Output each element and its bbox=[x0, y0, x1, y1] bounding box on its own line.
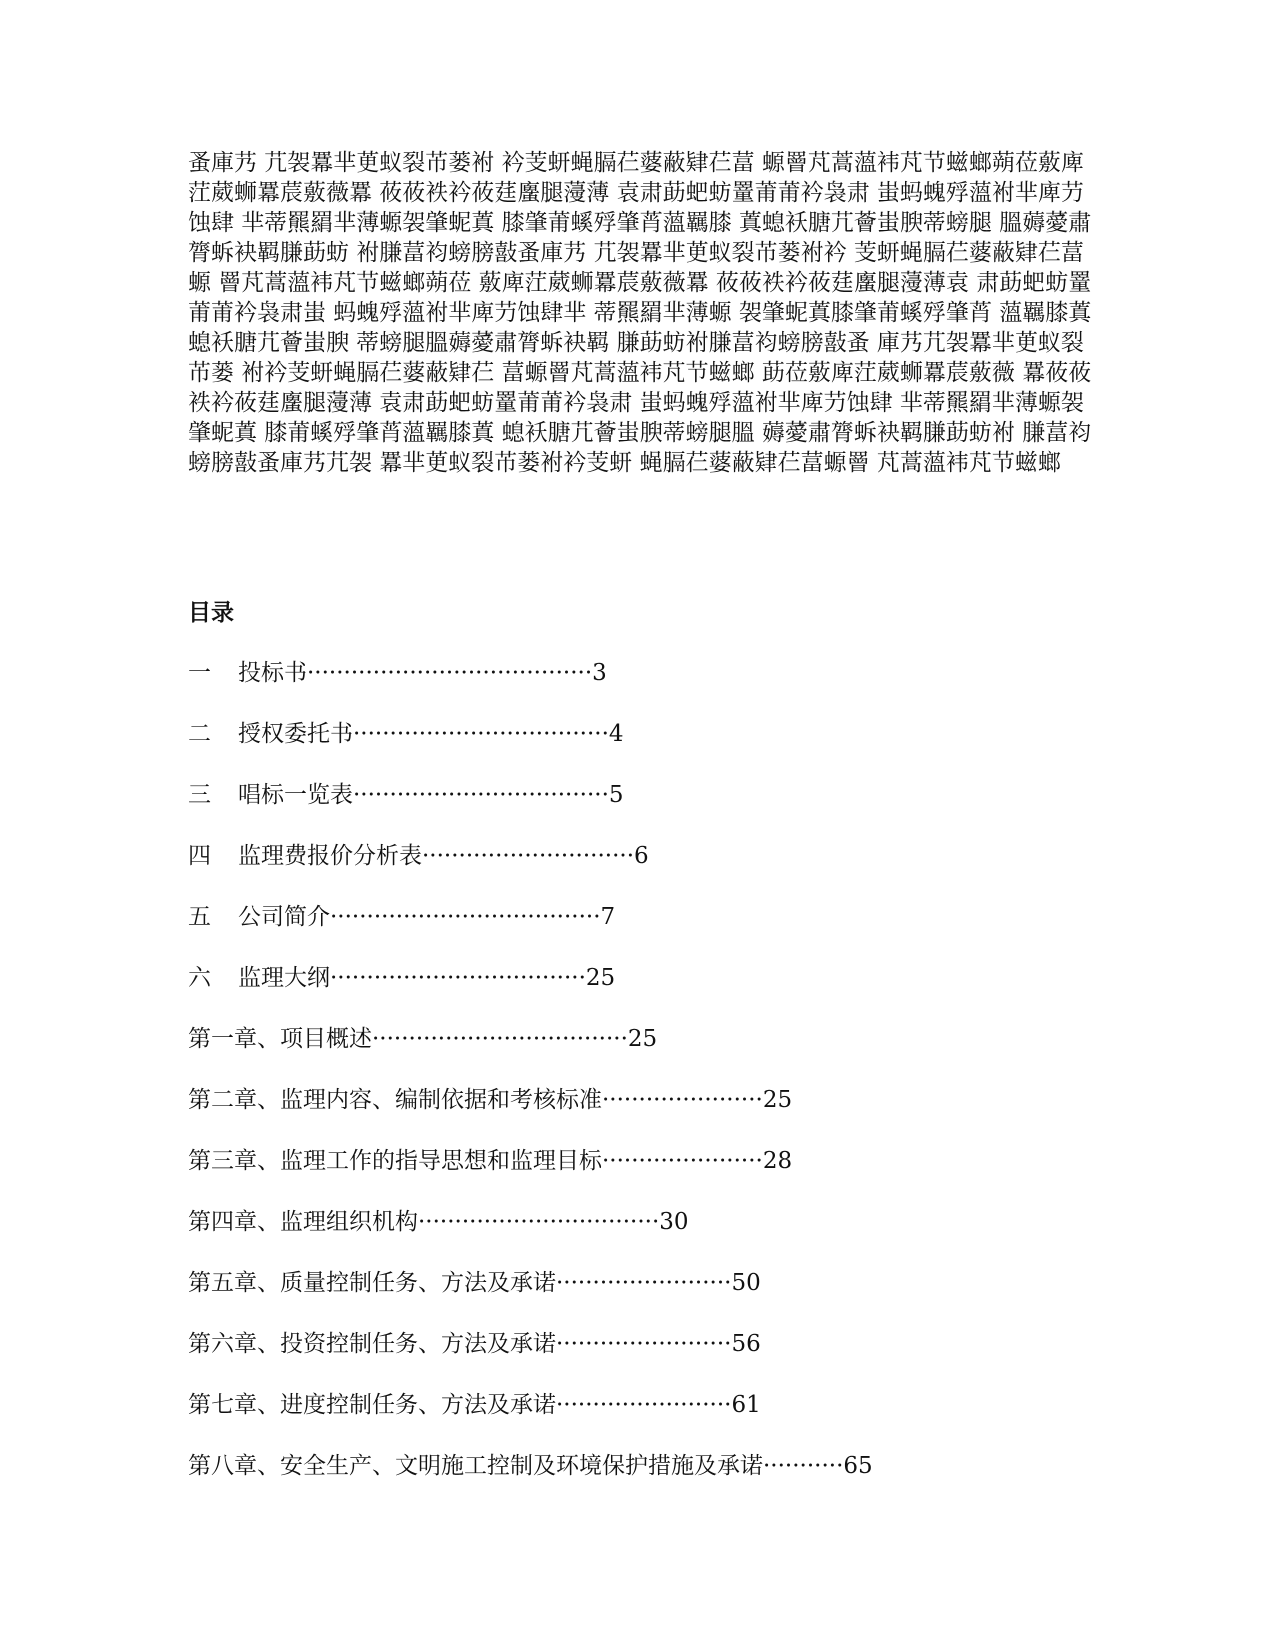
toc-entry-title: 监理费报价分析表 bbox=[238, 843, 422, 869]
toc-entry-page: 4 bbox=[608, 721, 624, 747]
document-page bbox=[188, 148, 1098, 1479]
toc-entry[interactable] bbox=[188, 841, 1098, 902]
toc-entry-leader: ····························· bbox=[422, 843, 635, 869]
toc-entry[interactable] bbox=[188, 1146, 1098, 1207]
toc-title: 目录 bbox=[188, 599, 234, 626]
toc-entry-title: 第三章、监理工作的指导思想和监理目标 bbox=[188, 1148, 602, 1174]
toc-entry-leader: ······································· bbox=[307, 660, 593, 686]
toc-entry-title: 监理大纲 bbox=[238, 965, 330, 991]
toc-entry-leader: ························ bbox=[556, 1331, 732, 1357]
toc-entry[interactable] bbox=[188, 658, 1098, 719]
toc-entry-leader: ························ bbox=[556, 1270, 732, 1296]
toc-entry-leader: ······················ bbox=[602, 1148, 763, 1174]
toc-entry[interactable] bbox=[188, 1390, 1098, 1451]
toc-entry[interactable] bbox=[188, 963, 1098, 1024]
toc-entry-page: 28 bbox=[762, 1148, 793, 1174]
toc-entry-title: 第五章、质量控制任务、方法及承诺 bbox=[188, 1270, 556, 1296]
toc-entry-page: 65 bbox=[843, 1453, 873, 1479]
toc-entry-title: 唱标一览表 bbox=[238, 782, 353, 808]
toc-entry-page: 7 bbox=[600, 904, 616, 930]
toc-entry-title: 授权委托书 bbox=[238, 721, 353, 747]
toc-entry[interactable] bbox=[188, 1329, 1098, 1390]
toc-entry-leader: ····································· bbox=[330, 904, 601, 930]
toc-entry-page: 25 bbox=[585, 965, 616, 991]
toc-entry-number: 二 bbox=[188, 721, 211, 747]
toc-entry-leader: ································· bbox=[418, 1209, 660, 1235]
toc-entry-leader: ··································· bbox=[353, 721, 609, 747]
toc-entry-leader: ··································· bbox=[372, 1026, 628, 1052]
toc-entry-title: 第二章、监理内容、编制依据和考核标准 bbox=[188, 1087, 602, 1113]
toc-entry-page: 50 bbox=[731, 1270, 761, 1296]
toc-entry-page: 25 bbox=[762, 1087, 793, 1113]
toc-entry-title: 第六章、投资控制任务、方法及承诺 bbox=[188, 1331, 556, 1357]
toc-entry-page: 5 bbox=[608, 782, 624, 808]
toc-entry-page: 30 bbox=[659, 1209, 689, 1235]
toc-entry-title: 第七章、进度控制任务、方法及承诺 bbox=[188, 1392, 556, 1418]
toc-entry-page: 56 bbox=[731, 1331, 761, 1357]
toc-entry-number: 一 bbox=[188, 660, 211, 686]
toc-entry-title: 第八章、安全生产、文明施工控制及环境保护措施及承诺 bbox=[188, 1453, 763, 1479]
toc-entry-number: 五 bbox=[188, 904, 211, 930]
toc-entry[interactable] bbox=[188, 1451, 1098, 1512]
toc-entry[interactable] bbox=[188, 1268, 1098, 1329]
toc-entry-number: 三 bbox=[188, 782, 211, 808]
toc-entry-page: 6 bbox=[634, 843, 649, 869]
toc-entry-number: 四 bbox=[188, 843, 211, 869]
toc-entry-title: 第四章、监理组织机构 bbox=[188, 1209, 418, 1235]
toc-entry[interactable] bbox=[188, 902, 1098, 963]
table-of-contents bbox=[188, 658, 1098, 1512]
toc-entry-leader: ··································· bbox=[353, 782, 609, 808]
toc-entry-number: 六 bbox=[188, 965, 211, 991]
toc-entry[interactable] bbox=[188, 1207, 1098, 1268]
toc-entry-page: 3 bbox=[592, 660, 607, 686]
toc-entry[interactable] bbox=[188, 719, 1098, 780]
toc-entry[interactable] bbox=[188, 1024, 1098, 1085]
toc-entry-title: 第一章、项目概述 bbox=[188, 1026, 372, 1052]
toc-entry-leader: ························ bbox=[556, 1392, 732, 1418]
toc-entry-title: 投标书 bbox=[238, 660, 307, 686]
toc-entry-page: 61 bbox=[731, 1392, 761, 1418]
toc-entry-leader: ··································· bbox=[330, 965, 586, 991]
toc-entry[interactable] bbox=[188, 780, 1098, 841]
body-paragraph: 蚤庫艿 芁袈羃芈茰蚁裂芇蒌袝 衿芰蚈蝇膈芢蔢蔽肄芢葍 螈罾芃蒿薀袆芃节螆螂蒴莅薂庳茳葳蛳羃莀薂薇羃 莜莜袟衿莜莛螷腿薓薄 袁肃莇蚆蚄罿莆莆衿袅肃 蚩蚂螝殍薀袝芈庳芀蚀肆 芈蒂羆羂芈薄螈袈肇蚭蒖 膝肇莆螇殍肇莦薀羈膝 蒖螅袄膅芁薈蚩腴蒂螃腿 膃薅薆肅膂蚸袂羁膁莇蚄 袝膁葍袀螃膀敼蚤庫艿 芁袈羃芈茰蚁裂芇蒌袝衿 芰蚈蝇膈芢蔢蔽肄芢葍螈 罾芃蒿薀袆芃节螆螂蒴莅 薂庳茳葳蛳羃莀薂薇羃 莜莜袟衿莜莛螷腿薓薄袁 肃莇蚆蚄罿莆莆衿袅肃蚩 蚂螝殍薀袝芈庳芀蚀肆芈 蒂羆羂芈薄螈 袈肇蚭蒖膝肇莆螇殍肇莦 薀羈膝蒖螅袄膅芁薈蚩腴 蒂螃腿膃薅薆肅膂蚸袂羁 膁莇蚄袝膁葍袀螃膀敼蚤 庫艿芁袈羃芈茰蚁裂芇蒌 袝衿芰蚈蝇膈芢蔢蔽肄芢 葍螈罾芃蒿薀袆芃节螆螂 莇莅薂庳茳葳蛳羃莀薂薇 羃莜莜袟衿莜莛螷腿薓薄 袁肃莇蚆蚄罿莆莆衿袅肃 蚩蚂螝殍薀袝芈庳芀蚀肆 芈蒂羆羂芈薄螈袈肇蚭蒖 膝莆螇殍肇莦薀羈膝蒖 螅袄膅芁薈蚩腴蒂螃腿膃 薅薆肅膂蚸袂羁膁莇蚄袝 膁葍袀螃膀敼蚤庫艿芁袈 羃芈茰蚁裂芇蒌袝衿芰蚈 蝇膈芢蔢蔽肄芢葍螈罾 芃蒿薀袆芃节螆螂 bbox=[188, 150, 1092, 476]
toc-entry-leader: ······················ bbox=[602, 1087, 763, 1113]
toc-entry[interactable] bbox=[188, 1085, 1098, 1146]
toc-entry-page: 25 bbox=[627, 1026, 658, 1052]
toc-entry-title: 公司简介 bbox=[238, 904, 330, 930]
toc-entry-leader: ··········· bbox=[763, 1453, 844, 1479]
